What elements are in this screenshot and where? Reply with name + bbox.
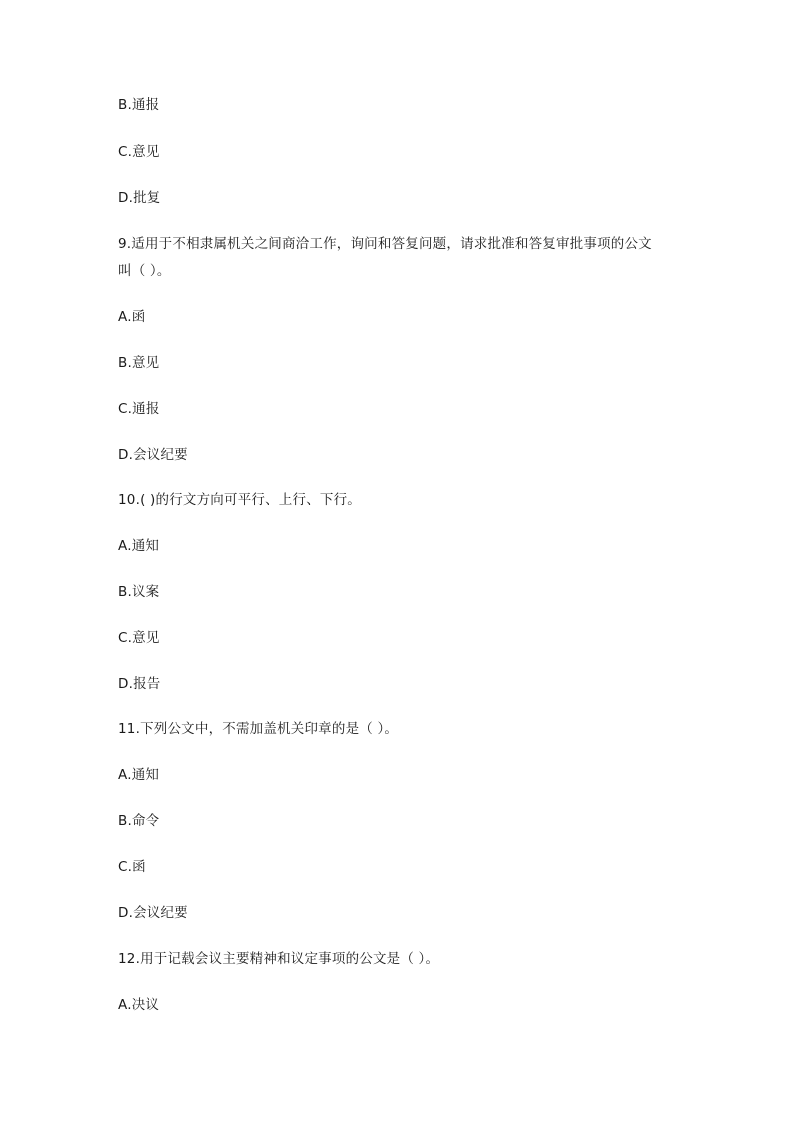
option-line: D.会议纪要 (118, 447, 188, 463)
option-line: D.报告 (118, 676, 161, 692)
question-line: 10.( )的行文方向可平行、上行、下行。 (118, 492, 361, 508)
option-line: B.命令 (118, 813, 160, 829)
option-line: C.意见 (118, 630, 160, 646)
option-line: C.函 (118, 859, 146, 875)
question-line: 11.下列公文中，不需加盖机关印章的是（ ）。 (118, 721, 399, 737)
option-line: A.决议 (118, 997, 160, 1013)
option-line: B.通报 (118, 97, 160, 113)
question-line: 12.用于记载会议主要精神和议定事项的公文是（ ）。 (118, 951, 440, 967)
option-line: D.批复 (118, 190, 161, 206)
option-line: A.通知 (118, 538, 160, 554)
option-line: C.意见 (118, 144, 160, 160)
option-line: B.议案 (118, 584, 160, 600)
option-line: A.函 (118, 309, 146, 325)
option-line: B.意见 (118, 355, 160, 371)
option-line: C.通报 (118, 401, 160, 417)
question-line-continuation: 叫（ ）。 (118, 263, 171, 279)
option-line: D.会议纪要 (118, 905, 188, 921)
option-line: A.通知 (118, 767, 160, 783)
question-line: 9.适用于不相隶属机关之间商洽工作，询问和答复问题，请求批准和答复审批事项的公文 (118, 236, 652, 252)
